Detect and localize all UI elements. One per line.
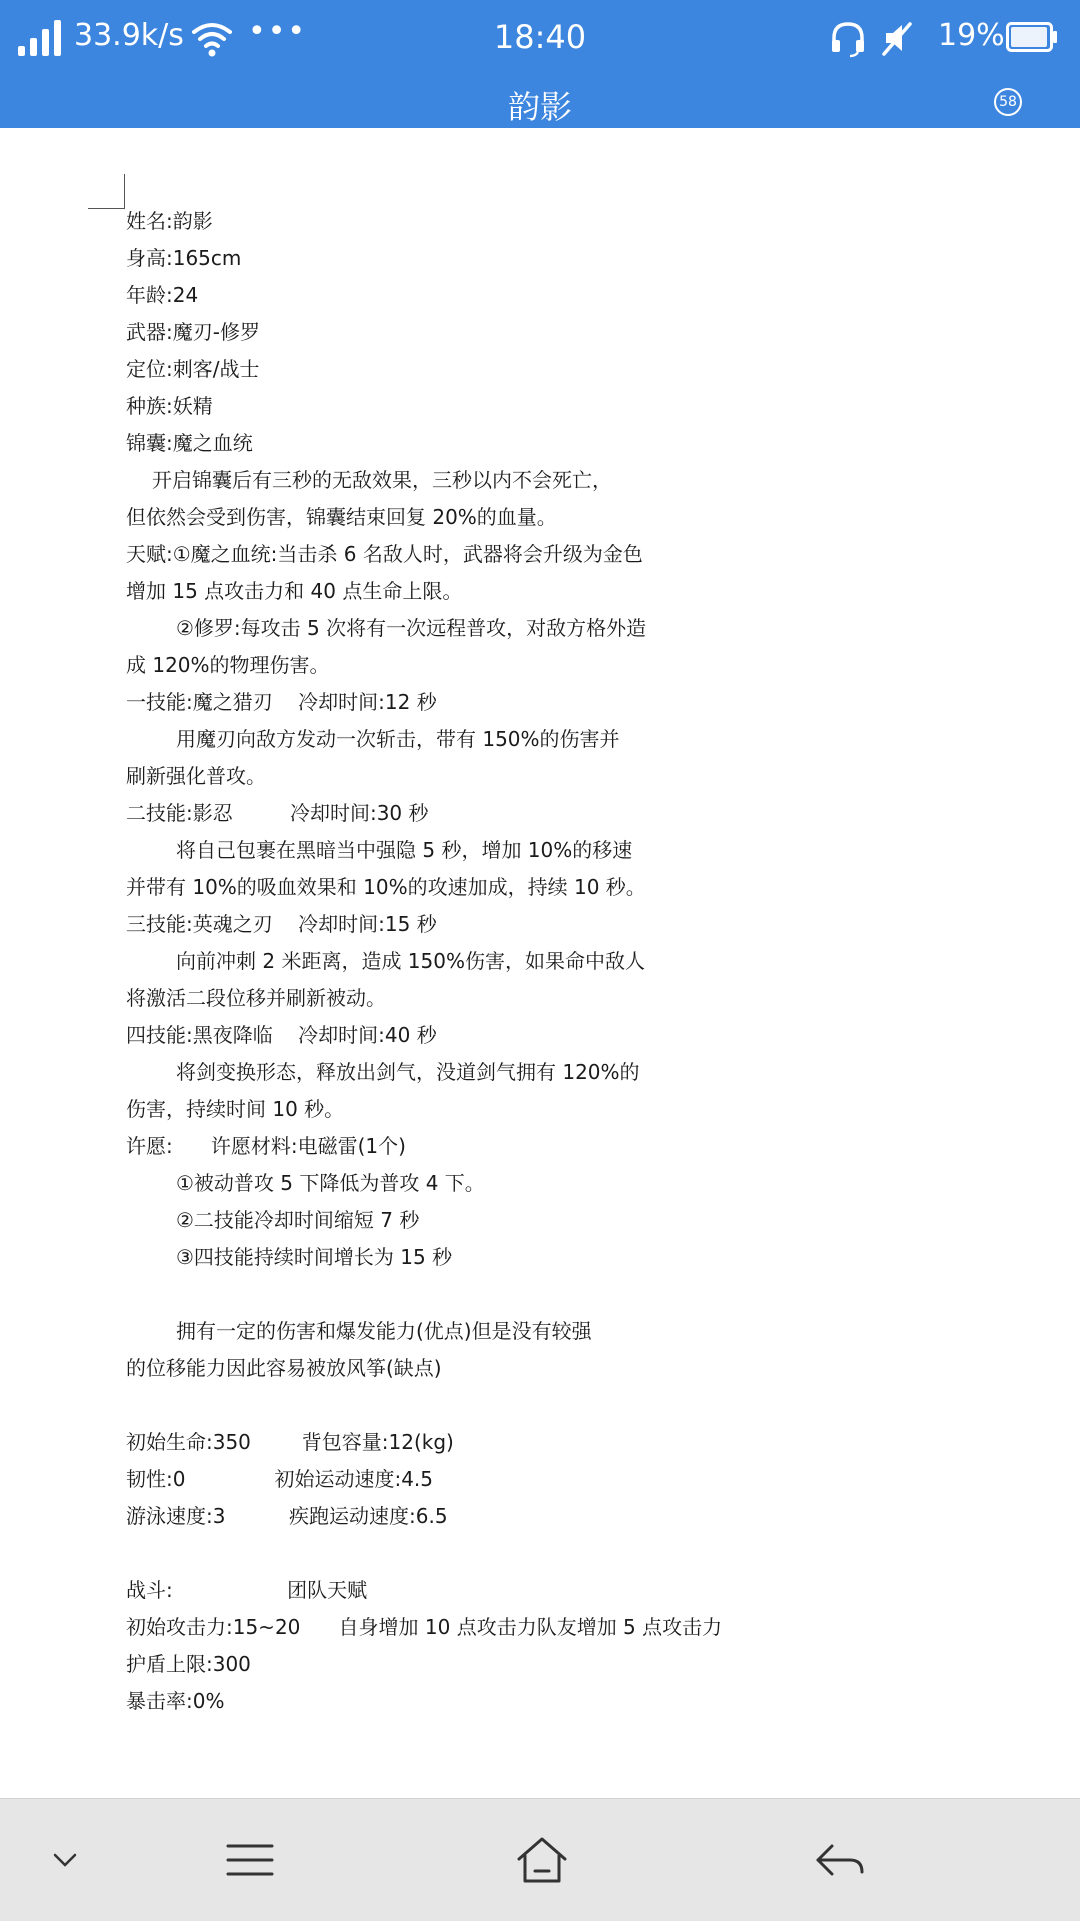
more-notifications-icon: •••: [248, 14, 308, 49]
doc-line: 种族:妖精: [126, 394, 213, 418]
doc-line: 增加 15 点攻击力和 40 点生命上限。: [126, 579, 463, 603]
doc-line: 伤害，持续时间 10 秒。: [126, 1097, 345, 1121]
doc-line: ①被动普攻 5 下降低为普攻 4 下。: [176, 1171, 485, 1195]
document-title: 韵影: [507, 88, 572, 126]
clock: 18:40: [493, 18, 587, 56]
app-header: [0, 0, 1080, 128]
doc-line: 二技能:影忍 冷却时间:30 秒: [126, 801, 429, 825]
doc-line: 将剑变换形态，释放出剑气，没道剑气拥有 120%的: [176, 1060, 640, 1084]
page-count-badge[interactable]: 58: [994, 88, 1022, 116]
doc-line: 并带有 10%的吸血效果和 10%的攻速加成，持续 10 秒。: [126, 875, 646, 899]
doc-line: 向前冲刺 2 米距离，造成 150%伤害，如果命中敌人: [176, 949, 645, 973]
doc-line: 定位:刺客/战士: [126, 357, 260, 381]
collapse-button[interactable]: [30, 1799, 100, 1921]
network-speed: 33.9k/s: [74, 18, 184, 53]
mute-icon: [878, 18, 918, 58]
doc-line: 四技能:黑夜降临 冷却时间:40 秒: [126, 1023, 437, 1047]
doc-line: 锦囊:魔之血统: [126, 431, 253, 455]
bottom-nav-bar: [0, 1798, 1080, 1921]
doc-line: 开启锦囊后有三秒的无敌效果，三秒以内不会死亡，: [152, 468, 612, 492]
doc-line: 将自己包裹在黑暗当中强隐 5 秒，增加 10%的移速: [176, 838, 633, 862]
doc-line: 拥有一定的伤害和爆发能力(优点)但是没有较强: [176, 1319, 592, 1343]
doc-line: 初始攻击力:15~20 自身增加 10 点攻击力队友增加 5 点攻击力: [126, 1615, 723, 1639]
doc-line: 三技能:英魂之刃 冷却时间:15 秒: [126, 912, 437, 936]
status-bar: [0, 0, 1080, 76]
doc-line: 许愿: 许愿材料:电磁雷(1个): [126, 1134, 406, 1158]
back-icon: [814, 1840, 866, 1880]
doc-line: 的位移能力因此容易被放风筝(缺点): [126, 1356, 442, 1380]
menu-button[interactable]: [210, 1799, 290, 1921]
doc-line: 身高:165cm: [126, 246, 242, 270]
doc-line: 成 120%的物理伤害。: [126, 653, 330, 677]
document-page: [0, 128, 1080, 1798]
doc-line: ②二技能冷却时间缩短 7 秒: [176, 1208, 420, 1232]
doc-line: 一技能:魔之猎刃 冷却时间:12 秒: [126, 690, 437, 714]
doc-line: 护盾上限:300: [126, 1652, 251, 1676]
doc-line: 刷新强化普攻。: [126, 764, 266, 788]
home-icon: [515, 1835, 569, 1885]
doc-line: 年龄:24: [126, 283, 199, 307]
back-button[interactable]: [800, 1799, 880, 1921]
chevron-down-icon: [51, 1851, 79, 1869]
battery-icon: [1006, 22, 1058, 52]
home-button[interactable]: [502, 1799, 582, 1921]
doc-line: 初始生命:350 背包容量:12(kg): [126, 1430, 454, 1454]
battery-percent: 19%: [938, 18, 1005, 53]
menu-icon: [224, 1840, 276, 1880]
doc-line: 天赋:①魔之血统:当击杀 6 名敌人时，武器将会升级为金色: [126, 542, 643, 566]
doc-line: 暴击率:0%: [126, 1689, 225, 1713]
doc-line: 韧性:0 初始运动速度:4.5: [126, 1467, 434, 1491]
doc-line: 将激活二段位移并刷新被动。: [126, 986, 386, 1010]
doc-line: 用魔刃向敌方发动一次斩击，带有 150%的伤害并: [176, 727, 620, 751]
doc-line: 但依然会受到伤害，锦囊结束回复 20%的血量。: [126, 505, 557, 529]
page-margin-marker: [88, 174, 125, 209]
doc-line: ②修罗:每攻击 5 次将有一次远程普攻，对敌方格外造: [176, 616, 647, 640]
doc-line: 战斗: 团队天赋: [126, 1578, 368, 1602]
doc-line: ③四技能持续时间增长为 15 秒: [176, 1245, 453, 1269]
doc-line: 游泳速度:3 疾跑运动速度:6.5: [126, 1504, 448, 1528]
doc-line: 姓名:韵影: [126, 209, 213, 233]
headset-icon: [828, 18, 868, 58]
doc-line: 武器:魔刃-修罗: [126, 320, 260, 344]
